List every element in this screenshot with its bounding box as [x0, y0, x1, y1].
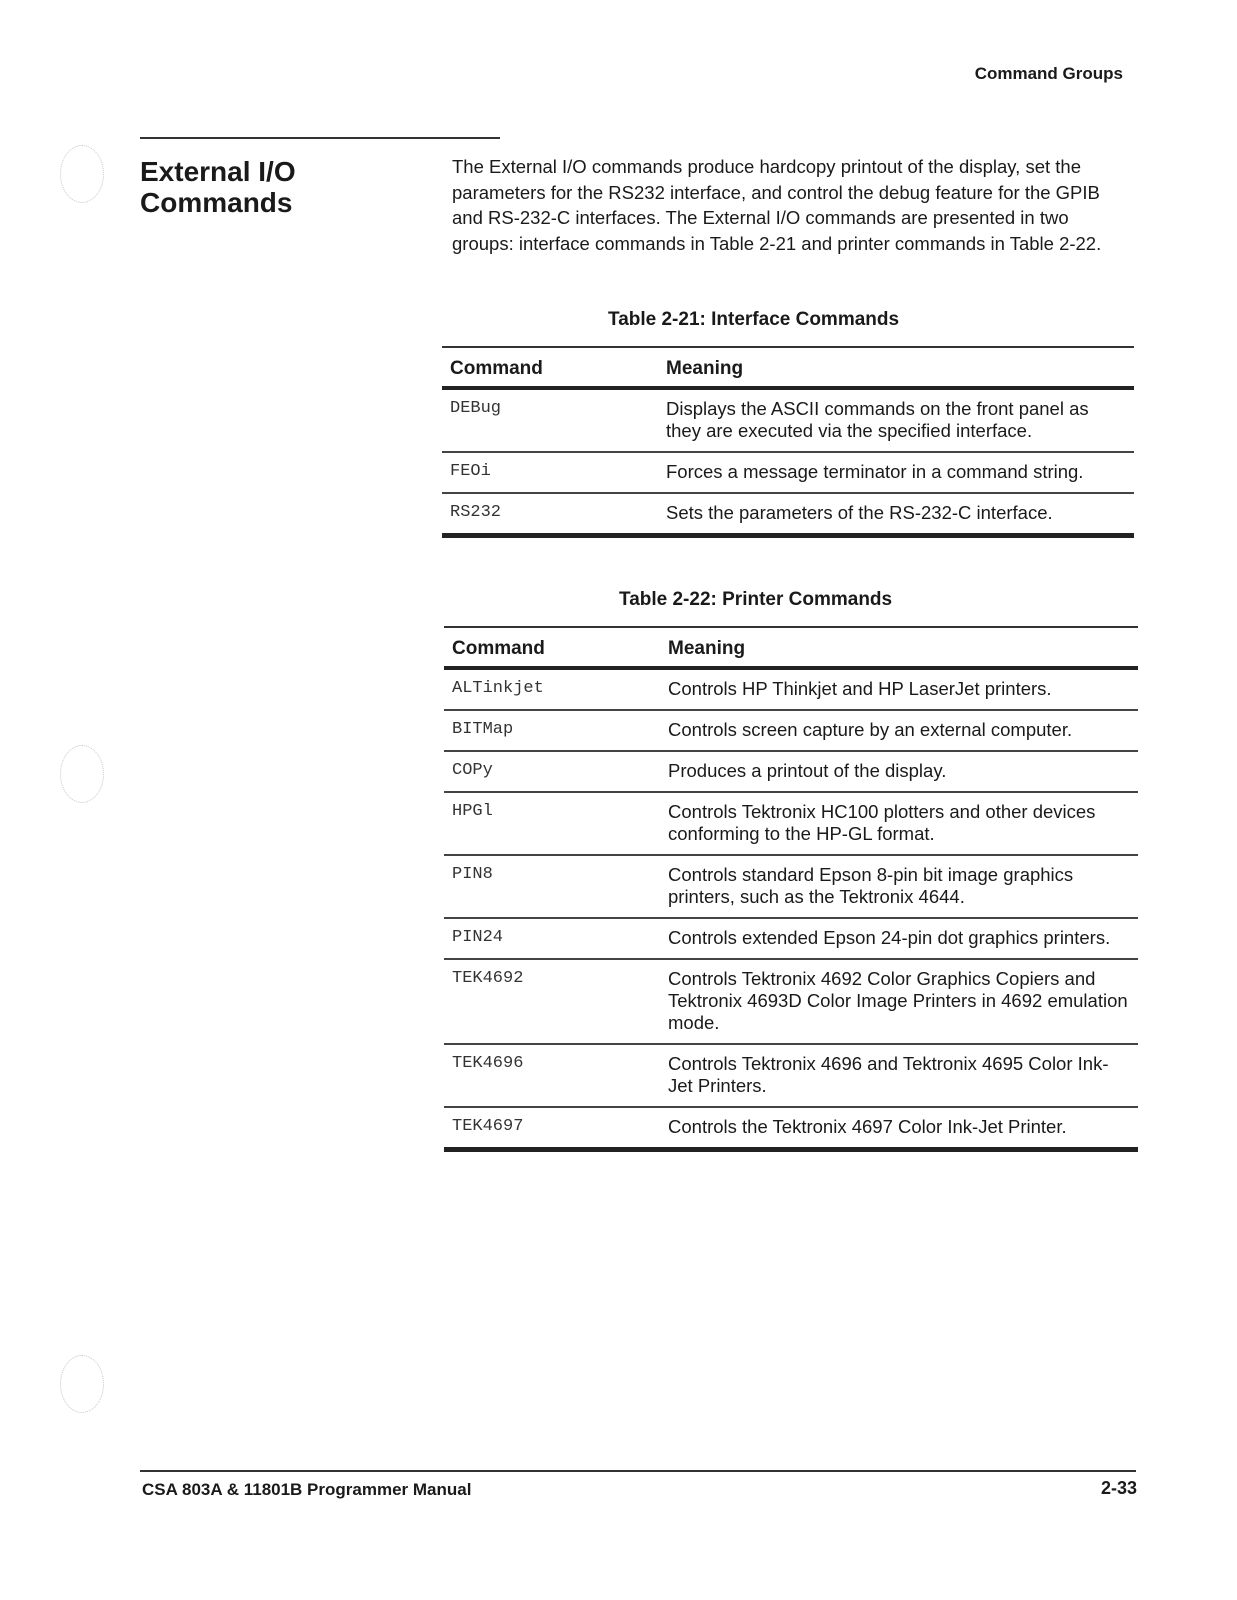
command-column-header: Command — [444, 627, 660, 668]
section-title-line2: Commands — [140, 187, 293, 218]
meaning-column-header: Meaning — [660, 627, 1138, 668]
meaning-cell: Controls Tektronix HC100 plotters and other devices conforming to the HP-GL format. — [660, 792, 1138, 855]
punch-hole-middle — [60, 745, 104, 803]
section-title-line1: External I/O — [140, 156, 296, 187]
command-cell: RS232 — [442, 493, 658, 536]
command-cell: TEK4697 — [444, 1107, 660, 1150]
table2-caption: Table 2-22: Printer Commands — [619, 589, 893, 610]
meaning-cell: Controls Tektronix 4696 and Tektronix 4695 Color Ink-Jet Printers. — [660, 1044, 1138, 1107]
table-row — [442, 493, 1134, 536]
table-row — [444, 918, 1138, 959]
command-cell: HPGl — [444, 792, 660, 855]
table-row — [444, 1107, 1138, 1150]
command-cell: COPy — [444, 751, 660, 792]
table-row — [442, 388, 1134, 452]
meaning-column-header: Meaning — [658, 347, 1134, 388]
meaning-cell: Forces a message terminator in a command string. — [658, 452, 1134, 493]
footer-rule — [140, 1470, 1136, 1472]
command-cell: PIN24 — [444, 918, 660, 959]
meaning-cell: Controls extended Epson 24-pin dot graphics printers. — [660, 918, 1138, 959]
meaning-cell: Controls Tektronix 4692 Color Graphics Copiers and Tektronix 4693D Color Image Printers in 4692 emulation mode. — [660, 959, 1138, 1044]
table-header-row — [444, 627, 1138, 668]
command-cell: FEOi — [442, 452, 658, 493]
table-row — [444, 668, 1138, 710]
table-header-row — [442, 347, 1134, 388]
command-cell: ALTinkjet — [444, 668, 660, 710]
running-header: Command Groups — [974, 64, 1123, 83]
meaning-cell: Displays the ASCII commands on the front panel as they are executed via the specified interface. — [658, 388, 1134, 452]
punch-hole-bottom — [60, 1355, 104, 1413]
table-row — [442, 452, 1134, 493]
command-column-header: Command — [442, 347, 658, 388]
meaning-cell: Controls the Tektronix 4697 Color Ink-Jet Printer. — [660, 1107, 1138, 1150]
table-row — [444, 792, 1138, 855]
meaning-cell: Controls HP Thinkjet and HP LaserJet printers. — [660, 668, 1138, 710]
printer-commands-table — [444, 626, 1138, 1152]
command-cell: TEK4692 — [444, 959, 660, 1044]
manual-title: CSA 803A & 11801B Programmer Manual — [142, 1480, 472, 1499]
meaning-cell: Controls screen capture by an external computer. — [660, 710, 1138, 751]
section-rule — [140, 137, 500, 139]
page-number: 2-33 — [1100, 1478, 1137, 1498]
command-cell: PIN8 — [444, 855, 660, 918]
section-title — [140, 156, 296, 218]
table1-caption: Table 2-21: Interface Commands — [608, 309, 900, 330]
intro-paragraph: The External I/O commands produce hardcopy printout of the display, set the parameters for the RS232 interface, and control the debug feature for the GPIB and RS-232-C interfaces. The External I/O commands are presented in two groups: interface commands in Table 2-21 and printer commands in Table 2-22. — [452, 156, 1102, 254]
table-row — [444, 855, 1138, 918]
table-row — [444, 1044, 1138, 1107]
punch-hole-top — [60, 145, 104, 203]
interface-commands-table — [442, 346, 1134, 538]
command-cell: DEBug — [442, 388, 658, 452]
meaning-cell: Produces a printout of the display. — [660, 751, 1138, 792]
table-row — [444, 959, 1138, 1044]
command-cell: BITMap — [444, 710, 660, 751]
meaning-cell: Sets the parameters of the RS-232-C interface. — [658, 493, 1134, 536]
command-cell: TEK4696 — [444, 1044, 660, 1107]
meaning-cell: Controls standard Epson 8-pin bit image graphics printers, such as the Tektronix 4644. — [660, 855, 1138, 918]
table-row — [444, 710, 1138, 751]
table-row — [444, 751, 1138, 792]
